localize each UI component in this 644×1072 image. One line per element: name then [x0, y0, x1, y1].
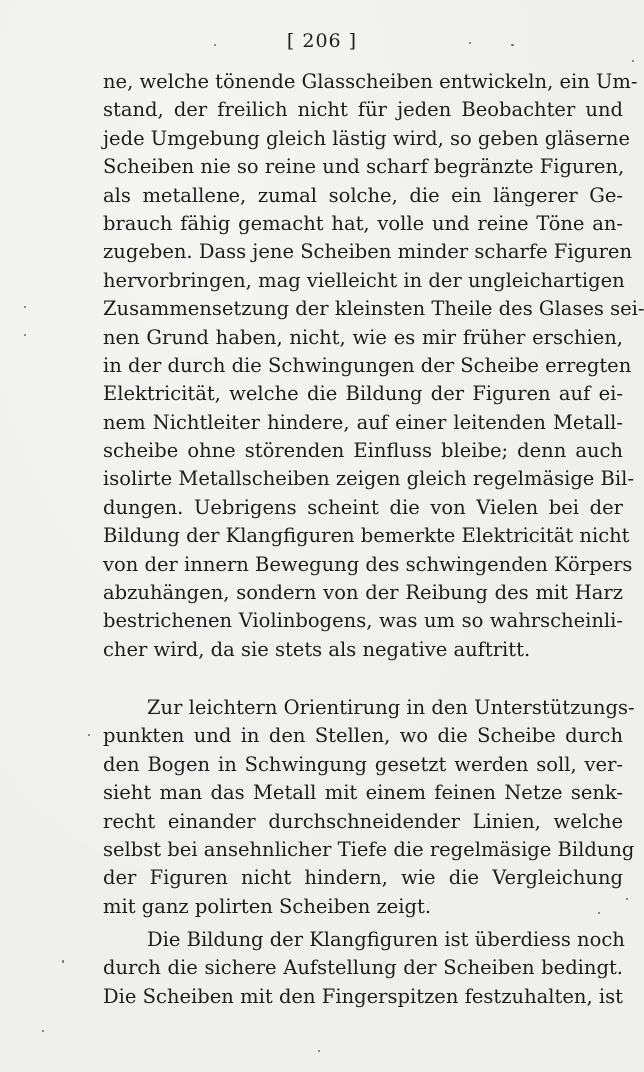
- scan-speck: [318, 1050, 320, 1052]
- text-line: in der durch die Schwingungen der Scheibe erregten: [103, 353, 632, 377]
- scan-speck: [214, 44, 216, 46]
- text-line: Die Bildung der Klangfiguren ist überdiess noch: [147, 928, 625, 951]
- text-line: jede Umgebung gleich lästig wird, so geben gläserne: [103, 126, 631, 150]
- text-line: als metallene, zumal solche, die ein längerer Ge-: [103, 183, 623, 207]
- text-line: zugeben. Dass jene Scheiben minder scharfe Figuren: [103, 240, 633, 264]
- text-line: selbst bei ansehnlicher Tiefe die regelmäsige Bildung: [103, 837, 635, 861]
- scan-speck: [511, 44, 514, 46]
- scan-speck: [598, 912, 600, 914]
- text-line: stand, der freilich nicht für jeden Beobachter und: [103, 98, 623, 122]
- scan-speck: [88, 734, 90, 736]
- text-line: bestrichenen Violinbogens, was um so wahrscheinli-: [103, 609, 623, 633]
- text-line: scheibe ohne störenden Einfluss bleibe; denn auch: [103, 439, 623, 463]
- text-line: isolirte Metallscheiben zeigen gleich regelmäsige Bil-: [103, 467, 634, 491]
- text-line: von der innern Bewegung des schwingenden Körpers: [103, 552, 633, 576]
- text-line: nem Nichtleiter hindere, auf einer leitenden Metall-: [103, 410, 623, 434]
- page-number-header: [ 206 ]: [286, 30, 358, 52]
- text-line: hervorbringen, mag vielleicht in der ungleichartigen: [103, 268, 625, 292]
- text-line: Zur leichtern Orientirung in den Unterstützungs-: [147, 696, 635, 719]
- paragraph-1: [103, 68, 644, 664]
- scan-speck: [626, 898, 628, 900]
- text-line: Elektricität, welche die Bildung der Figuren auf ei-: [103, 382, 623, 406]
- text-line: sieht man das Metall mit einem feinen Netze senk-: [103, 781, 623, 805]
- scan-speck: [42, 1030, 44, 1032]
- text-line: durch die sichere Aufstellung der Scheiben bedingt.: [103, 956, 623, 980]
- text-line: mit ganz polirten Scheiben zeigt.: [103, 894, 432, 918]
- scan-speck: [469, 42, 471, 44]
- text-line: nen Grund haben, nicht, wie es mir früher erschien,: [103, 325, 623, 349]
- text-line: Die Scheiben mit den Fingerspitzen festzuhalten, ist: [103, 984, 623, 1008]
- text-line: dungen. Uebrigens scheint die von Vielen bei der: [103, 495, 623, 519]
- text-line: Bildung der Klangfiguren bemerkte Elektricität nicht: [103, 524, 630, 548]
- scan-speck: [632, 60, 634, 62]
- text-line: der Figuren nicht hindern, wie die Vergleichung: [103, 866, 623, 890]
- text-line: cher wird, da sie stets als negative auftritt.: [103, 637, 531, 661]
- text-line: Zusammensetzung der kleinsten Theile des Glases sei-: [103, 297, 644, 321]
- text-line: punkten und in den Stellen, wo die Scheibe durch: [103, 724, 623, 748]
- paragraph-3: [103, 926, 623, 1011]
- text-line: Scheiben nie so reine und scharf begränzte Figuren,: [103, 155, 625, 179]
- scan-speck: [62, 960, 64, 963]
- text-line: recht einander durchschneidender Linien, welche: [103, 809, 623, 833]
- text-line: ne, welche tönende Glasscheiben entwickeln, ein Um-: [103, 70, 638, 93]
- text-line: den Bogen in Schwingung gesetzt werden soll, ver-: [103, 752, 623, 776]
- scan-speck: [24, 334, 26, 336]
- scan-speck: [24, 306, 26, 308]
- paragraph-2: [103, 694, 635, 921]
- text-line: abzuhängen, sondern von der Reibung des mit Harz: [103, 581, 623, 605]
- text-line: brauch fähig gemacht hat, volle und reine Töne an-: [103, 211, 623, 235]
